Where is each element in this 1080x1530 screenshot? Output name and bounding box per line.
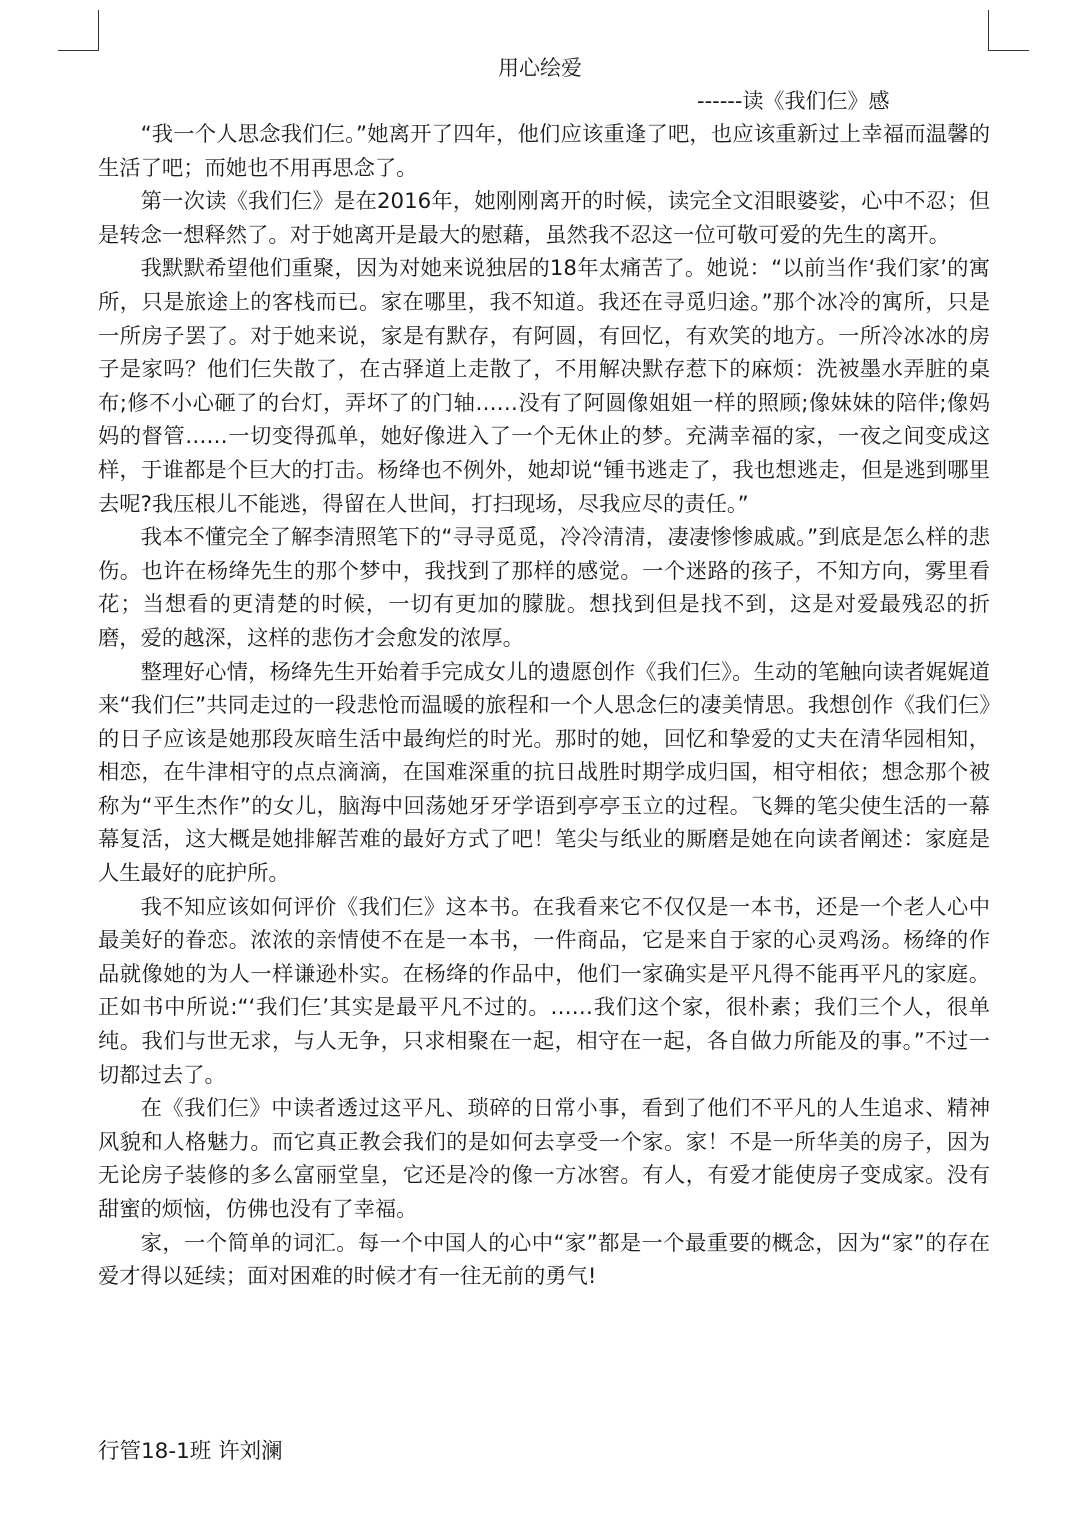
paragraph-3: 我默默希望他们重聚，因为对她来说独居的18年太痛苦了。她说：“以前当作‘我们家’的寓所，只是旅途上的客栈而已。家在哪里，我不知道。我还在寻觅归途。”那个冰冷的寓所，只是一所房子罢了。对于她来说，家是有默存，有阿圆，有回忆，有欢笑的地方。一所冷冰冰的房子是家吗？他们仨失散了，在古驿道上走散了，不用解决默存惹下的麻烦：洗被墨水弄脏的桌布;修不小心砸了的台灯，弄坏了的门轴……没有了阿圆像姐姐一样的照顾;像妹妹的陪伴;像妈妈的督管……一切变得孤单，她好像进入了一个无休止的梦。充满幸福的家，一夜之间变成这样，于谁都是个巨大的打击。杨绛也不例外，她却说“锺书逃走了，我也想逃走，但是逃到哪里去呢?我压根儿不能逃，得留在人世间，打扫现场，尽我应尽的责任。”: [98, 256, 990, 517]
paragraph-8: 家，一个简单的词汇。每一个中国人的心中“家”都是一个最重要的概念，因为“家”的存在爱才得以延续；面对困难的时候才有一往无前的勇气!: [98, 1230, 990, 1290]
crop-mark-top-right: [988, 10, 1029, 51]
paragraph-4: 我本不懂完全了解李清照笔下的“寻寻觅觅，冷冷清清，凄凄惨惨戚戚。”到底是怎么样的悲伤。也许在杨绛先生的那个梦中，我找到了那样的感觉。一个迷路的孩子，不知方向，雾里看花；当想看的更清楚的时候，一切有更加的朦胧。想找到但是找不到，这是对爱最残忍的折磨，爱的越深，这样的悲伤才会愈发的浓厚。: [98, 525, 990, 651]
essay-title: 用心绘爱: [498, 56, 582, 80]
paragraph-7: 在《我们仨》中读者透过这平凡、琐碎的日常小事，看到了他们不平凡的人生追求、精神风貌和人格魅力。而它真正教会我们的是如何去享受一个家。家！不是一所华美的房子，因为无论房子装修的多么富丽堂皇，它还是冷的像一方冰窖。有人，有爱才能使房子变成家。没有甜蜜的烦恼，仿佛也没有了幸福。: [98, 1096, 990, 1222]
paragraph-5: 整理好心情，杨绛先生开始着手完成女儿的遗愿创作《我们仨》。生动的笔触向读者娓娓道来“我们仨”共同走过的一段悲怆而温暖的旅程和一个人思念仨的凄美情思。我想创作《我们仨》的日子应该是她那段灰暗生活中最绚烂的时光。那时的她，回忆和挚爱的丈夫在清华园相知，相恋，在牛津相守的点点滴滴，在国难深重的抗日战胜时期学成归国，相守相依；想念那个被称为“平生杰作”的女儿，脑海中回荡她牙牙学语到亭亭玉立的过程。飞舞的笔尖使生活的一幕幕复活，这大概是她排解苦难的最好方式了吧！笔尖与纸业的厮磨是她在向读者阐述：家庭是人生最好的庇护所。: [98, 659, 990, 887]
paragraph-2: 第一次读《我们仨》是在2016年，她刚刚离开的时候，读完全文泪眼婆娑，心中不忍；但是转念一想释然了。对于她离开是最大的慰藉，虽然我不忍这一位可敬可爱的先生的离开。: [98, 189, 990, 248]
essay-subtitle: ------读《我们仨》感: [697, 89, 890, 113]
author-signature: 行管18-1班 许刘澜: [98, 1439, 283, 1464]
paragraph-1: “我一个人思念我们仨。”她离开了四年，他们应该重逢了吧，也应该重新过上幸福而温馨的生活了吧；而她也不用再思念了。: [98, 122, 990, 181]
essay-body: [98, 118, 990, 1294]
paragraph-6: 我不知应该如何评价《我们仨》这本书。在我看来它不仅仅是一本书，还是一个老人心中最美好的眷恋。浓浓的亲情使不在是一本书，一件商品，它是来自于家的心灵鸡汤。杨绛的作品就像她的为人一样谦逊朴实。在杨绛的作品中，他们一家确实是平凡得不能再平凡的家庭。正如书中所说:“‘我们仨’其实是最平凡不过的。……我们这个家，很朴素；我们三个人，很单纯。我们与世无求，与人无争，只求相聚在一起，相守在一起，各自做力所能及的事。”不过一切都过去了。: [98, 894, 990, 1088]
crop-mark-top-left: [58, 10, 99, 51]
